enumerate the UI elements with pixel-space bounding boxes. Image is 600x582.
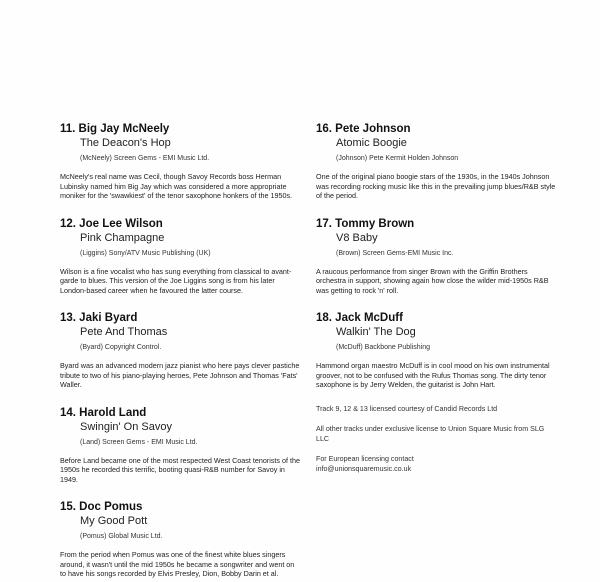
- track-credit: (McNeely) Screen Gems - EMI Music Ltd.: [80, 155, 210, 162]
- spacer: [60, 201, 300, 217]
- track-heading: 16. Pete Johnson: [316, 123, 411, 135]
- right-column: [316, 122, 556, 390]
- track-entry: [316, 122, 556, 201]
- spacer: [316, 201, 556, 217]
- track-title: Swingin' On Savoy: [80, 420, 172, 433]
- track-credit: (Pomus) Global Music Ltd.: [80, 533, 163, 540]
- track-credit: (Land) Screen Gems - EMI Music Ltd.: [80, 438, 198, 446]
- track-heading: 12. Joe Lee Wilson: [60, 217, 163, 230]
- left-column: [60, 122, 300, 579]
- spacer: [316, 414, 576, 424]
- track-credit: (Brown) Screen Gems-EMI Music Inc.: [336, 249, 454, 257]
- track-entry: [60, 406, 300, 485]
- licence-note: Track 9, 12 & 13 licensed courtesy of Candid Records Ltd: [316, 405, 498, 413]
- track-entry: [60, 500, 300, 579]
- track-heading: 18. Jack McDuff: [316, 312, 403, 324]
- track-credit: (Johnson) Pete Kermit Holden Johnson: [336, 155, 459, 162]
- track-entry: [60, 217, 300, 296]
- contact-line: For European licensing contact: [316, 455, 414, 463]
- track-credit: (Liggins) Sony/ATV Music Publishing (UK): [80, 249, 211, 257]
- track-heading: 11. Big Jay McNeely: [60, 123, 170, 135]
- track-heading: 13. Jaki Byard: [60, 312, 138, 324]
- track-heading: 17. Tommy Brown: [316, 217, 415, 230]
- track-note: One of the original piano boogie stars of the 1930s, in the 1940s Johnson was recording rocking music like this in the prevailing jump blues/R&B style of the period.: [316, 172, 556, 200]
- spacer: [60, 484, 300, 500]
- track-title: Walkin' The Dog: [336, 326, 416, 338]
- track-entry: [316, 217, 556, 296]
- track-note: Hammond organ maestro McDuff is in cool mood on his own instrumental groover, not to be confused with the Rufus Thomas song. The dirty tenor saxophone is by Jerry Welden, the guitarist is John Hart.: [316, 361, 550, 389]
- track-entry: [60, 122, 300, 201]
- track-heading: 15. Doc Pomus: [60, 501, 143, 513]
- other-tracks-note: All other tracks under exclusive license to Union Square Music from SLG LLC: [316, 425, 545, 443]
- spacer: [60, 390, 300, 406]
- track-title: My Good Pott: [80, 515, 148, 527]
- licensing-block: [316, 404, 576, 474]
- track-note: Before Land became one of the most respected West Coast tenorists of the 1950s he recorded this terrific, booting quasi-R&B number for Savoy in 1949.: [60, 455, 300, 484]
- contact-email: info@unionsquaremusic.co.uk: [316, 465, 412, 473]
- track-title: The Deacon's Hop: [80, 137, 171, 149]
- track-title: Pete And Thomas: [80, 326, 168, 338]
- spacer: [316, 295, 556, 311]
- track-entry: [316, 311, 556, 390]
- track-title: Pink Champagne: [80, 231, 165, 244]
- track-note: A raucous performance from singer Brown with the Griffin Brothers orchestra in support, showing again how close the wilder mid-1950s R&B was getting to rock 'n' roll.: [316, 266, 549, 295]
- track-note: Wilson is a fine vocalist who has sung everything from classical to avant-garde to blues. This version of the Joe Liggins song is from his later London-based career when he favoured the latter course.: [60, 266, 292, 295]
- track-credit: (Byard) Copyright Control.: [80, 344, 162, 351]
- track-note: Byard was an advanced modern jazz pianist who here pays clever pastiche tribute to two of his piano-playing heroes, Pete Johnson and Thomas 'Fats' Waller.: [60, 361, 300, 389]
- track-heading: 14. Harold Land: [60, 406, 147, 419]
- track-title: V8 Baby: [336, 231, 378, 244]
- track-credit: (McDuff) Backbone Publishing: [336, 344, 431, 351]
- track-note: McNeely's real name was Cecil, though Savoy Records boss Herman Lubinsky named him Big Jay which was considered a more appropriate moniker for the 'swawkiest' of the tenor saxophone honkers of the 1950s.: [60, 172, 293, 200]
- track-note: From the period when Pomus was one of the finest white blues singers around, it wasn't until the mid 1950s he became a songwriter and went on to have his songs recorded by Elvis Presley, Dion, Bobby Darin et al.: [60, 550, 295, 578]
- spacer: [60, 295, 300, 311]
- spacer: [316, 444, 576, 454]
- track-title: Atomic Boogie: [336, 137, 407, 149]
- track-entry: [60, 311, 300, 390]
